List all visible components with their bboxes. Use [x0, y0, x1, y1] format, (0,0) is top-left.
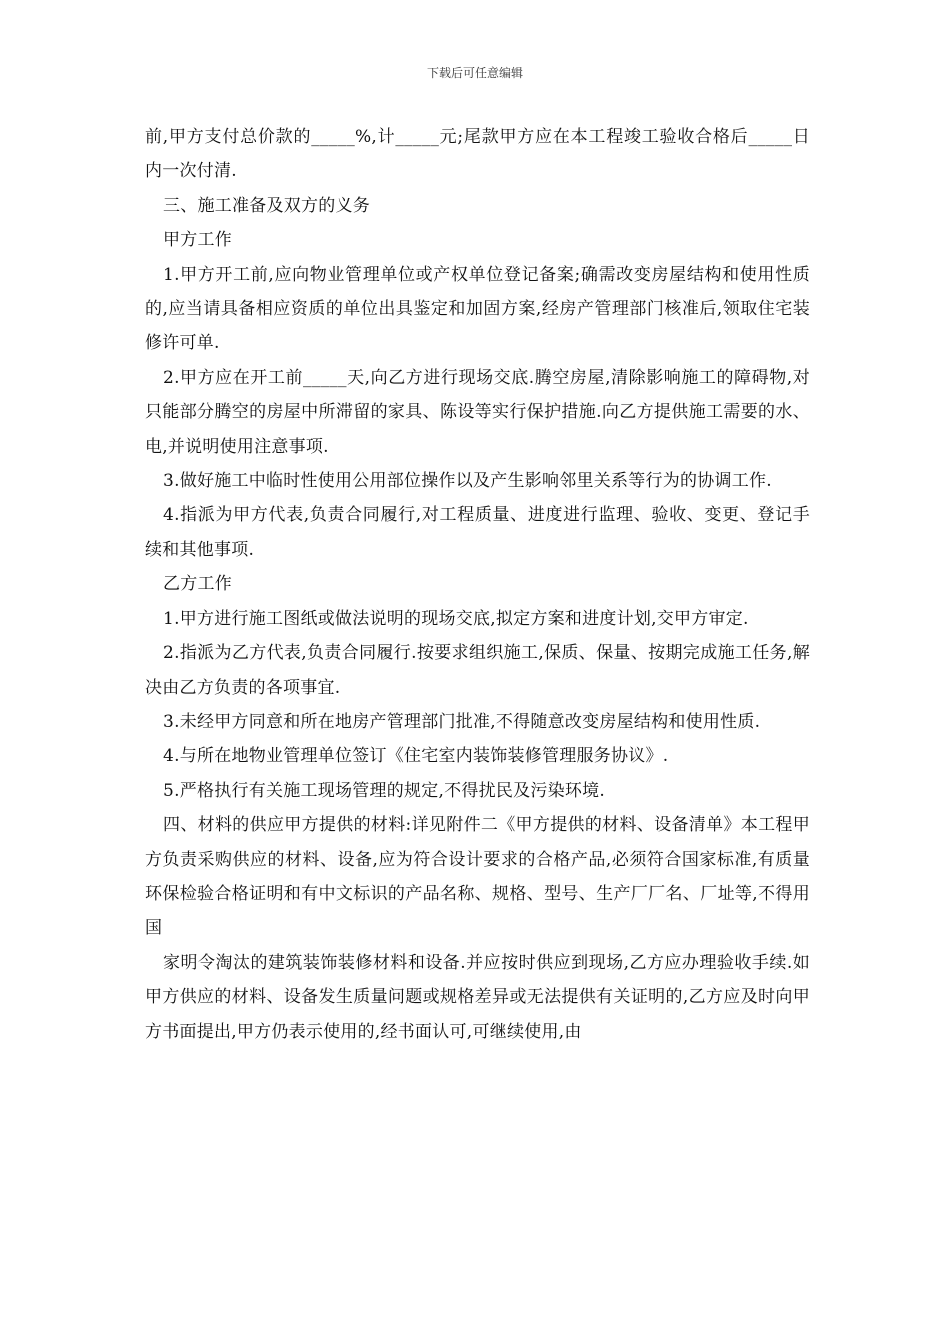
page-header: 下载后可任意编辑 — [426, 66, 523, 80]
paragraph-payment-terms: 前,甲方支付总价款的_____%,计_____元;尾款甲方应在本工程竣工验收合格后_____日内一次付清. — [145, 127, 810, 182]
paragraph-materials-continued: 家明令淘汰的建筑装饰装修材料和设备.并应按时供应到现场,乙方应办理验收手续.如甲方供应的材料、设备发生质量问题或规格差异或无法提供有关证明的,乙方应及时向甲方书面提出,甲方仍表示使用的,经书面认可,可继续使用,由 — [145, 952, 810, 1042]
paragraph-party-a-item-4: 4.指派为甲方代表,负责合同履行,对工程质量、进度进行监理、验收、变更、登记手续和其他事项. — [145, 505, 810, 560]
paragraph-party-a-item-1: 1.甲方开工前,应向物业管理单位或产权单位登记备案;确需改变房屋结构和使用性质的,应当请具备相应资质的单位出具鉴定和加固方案,经房产管理部门核准后,领取住宅装修许可单. — [145, 264, 810, 354]
section-heading-preparation: 三、施工准备及双方的义务 — [163, 195, 370, 216]
paragraph-party-a-item-3: 3.做好施工中临时性使用公用部位操作以及产生影响邻里关系等行为的协调工作. — [163, 471, 772, 492]
paragraph-party-a-item-2: 2.甲方应在开工前_____天,向乙方进行现场交底.腾空房屋,清除影响施工的障碍物,对只能部分腾空的房屋中所滞留的家具、陈设等实行保护措施.向乙方提供施工需要的水、电,并说明使用注意事项. — [145, 367, 810, 457]
paragraph-party-b-item-3: 3.未经甲方同意和所在地房产管理部门批准,不得随意改变房屋结构和使用性质. — [163, 711, 761, 732]
subheading-party-b-work: 乙方工作 — [163, 574, 232, 595]
paragraph-party-b-item-5: 5.严格执行有关施工现场管理的规定,不得扰民及污染环境. — [163, 780, 606, 801]
section-materials-supply: 四、材料的供应甲方提供的材料:详见附件二《甲方提供的材料、设备清单》本工程甲方负责采购供应的材料、设备,应为符合设计要求的合格产品,必须符合国家标准,有质量环保检验合格证明和有中文标识的产品名称、规格、型号、生产厂厂名、厂址等,不得用国 — [145, 815, 810, 939]
paragraph-party-b-item-1: 1.甲方进行施工图纸或做法说明的现场交底,拟定方案和进度计划,交甲方审定. — [163, 608, 749, 629]
subheading-party-a-work: 甲方工作 — [163, 230, 232, 251]
paragraph-party-b-item-2: 2.指派为乙方代表,负责合同履行.按要求组织施工,保质、保量、按期完成施工任务,解决由乙方负责的各项事宜. — [145, 643, 810, 698]
paragraph-party-b-item-4: 4.与所在地物业管理单位签订《住宅室内装饰装修管理服务协议》. — [163, 746, 669, 767]
document-body — [145, 120, 810, 1049]
